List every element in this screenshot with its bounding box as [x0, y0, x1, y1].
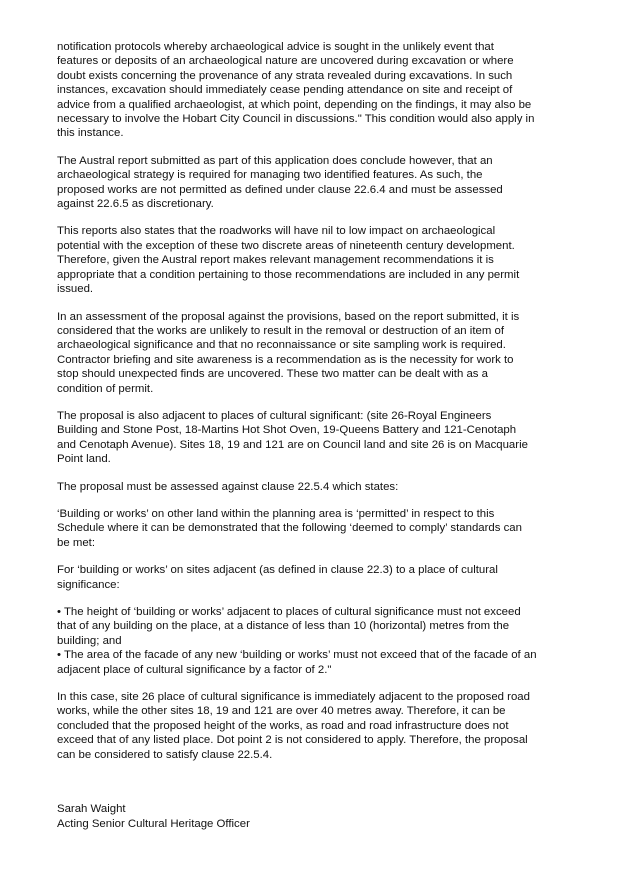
paragraph-clause-intro: The proposal must be assessed against clause 22.5.4 which states:: [57, 480, 399, 493]
signature-block: [57, 802, 457, 832]
bullet-height-standard: • The height of ‘building or works’ adjacent to places of cultural significance must not exceed that of any building on the place, at a distance of less than 10 (horizontal) metres from the building; and: [57, 606, 521, 647]
paragraph-adjacent-sites: For ‘building or works’ on sites adjacent (as defined in clause 22.3) to a place of cultural significance:: [57, 564, 498, 591]
signature-title: Acting Senior Cultural Heritage Officer: [57, 818, 250, 830]
document-body: [57, 40, 577, 775]
bullet-facade-standard: • The area of the facade of any new ‘building or works’ must not exceed that of the facade of an adjacent place of cultural significance by a factor of 2.": [57, 649, 537, 676]
paragraph-assessment: In an assessment of the proposal against the provisions, based on the report submitted, it is considered that the works are unlikely to result in the removal or destruction of an item of archaeological significance and that no reconnaissance or site sampling work is required. Contractor briefing and site awareness is a recommendation as is the necessity for work to stop should unexpected finds are uncovered. These two matter can be dealt with as a condition of permit.: [57, 310, 520, 395]
paragraph-adjacent-places: The proposal is also adjacent to places of cultural significant: (site 26-Royal Engineers Building and Stone Post, 18-Martins Hot Shot Oven, 19-Queens Battery and 121-Cenotaph and Cenotaph Avenue). Sites 18, 19 and 121 are on Council land and site 26 is on Macquarie Point land.: [57, 409, 528, 466]
paragraph-conclusion: In this case, site 26 place of cultural significance is immediately adjacent to the proposed road works, while the other sites 18, 19 and 121 are over 40 metres away. Therefore, it can be concluded that the proposed height of the works, as road and road infrastructure does not exceed that of any listed place. Dot point 2 is not considered to apply. Therefore, the proposal can be considered to satisfy clause 22.5.4.: [57, 691, 530, 761]
paragraph-roadworks-impact: This reports also states that the roadworks will have nil to low impact on archaeological potential with the exception of these two discrete areas of nineteenth century development. Therefore, given the Austral report makes relevant management recommendations it is appropriate that a condition pertaining to those recommendations are included in any permit issued.: [57, 225, 520, 296]
paragraph-permitted-schedule: ‘Building or works’ on other land within the planning area is ‘permitted’ in respect to this Schedule where it can be demonstrated that the following ‘deemed to comply’ standards can be met:: [57, 507, 522, 549]
signature-name: Sarah Waight: [57, 803, 126, 815]
paragraph-austral-report: The Austral report submitted as part of this application does conclude however, that an archaeological strategy is required for managing two identified features. As such, the proposed works are not permitted as defined under clause 22.6.4 and must be assessed against 22.6.5 as discretionary.: [57, 154, 503, 211]
paragraph-notification-protocols: notification protocols whereby archaeological advice is sought in the unlikely event that features or deposits of an archaeological nature are uncovered during excavation or where doubt exists concerning the provenance of any strata revealed during excavations. In such instances, excavation should immediately cease pending attendance on site and receipt of advice from a qualified archaeologist, at which point, depending on the findings, it may also be necessary to involve the Hobart City Council in discussions." This condition would also apply in this instance.: [57, 41, 535, 140]
